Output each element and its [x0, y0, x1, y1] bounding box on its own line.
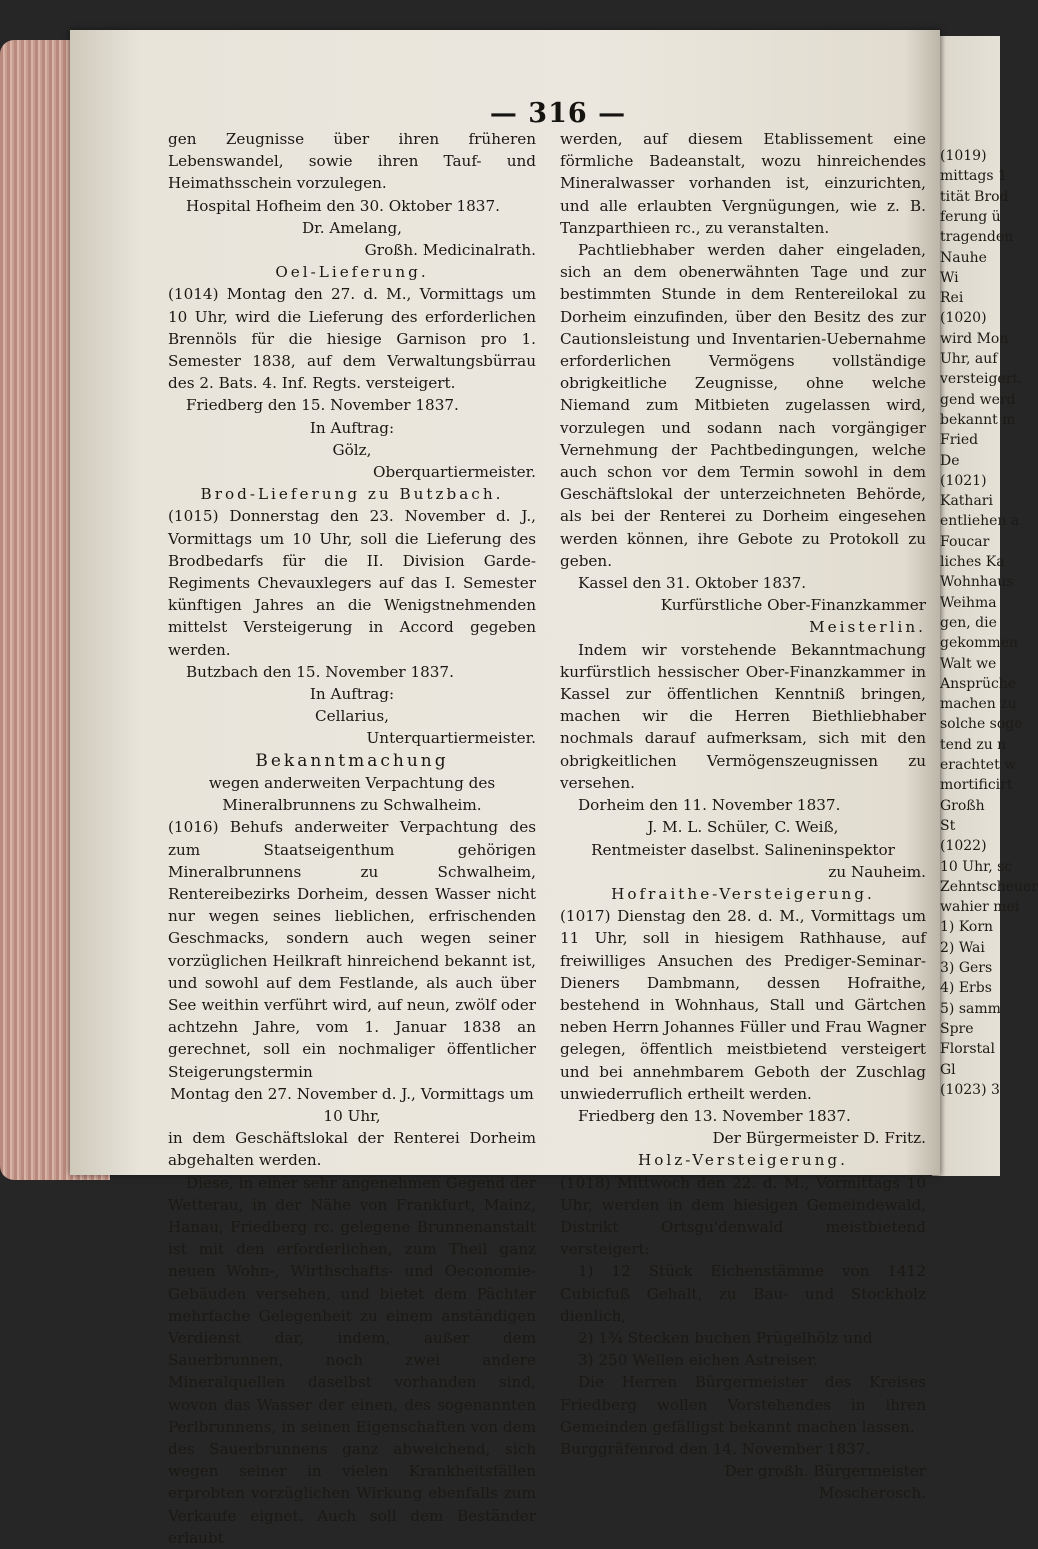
left-column-paragraph: (1015) Donnerstag den 23. November d. J., Vormittags um 10 Uhr, soll die Lieferung des Brodbedarfs für die II. Division Garde-Regiments Chevauxlegers auf das I. Semester künftigen Jahres an die Wenigstnehmenden mittelst Versteigerung in Accord gegeben werden. [168, 507, 536, 659]
left-column-paragraph: wegen anderweiten Verpachtung des Mineralbrunnens zu Schwalheim. [208, 773, 496, 815]
next-page-line: ferung ü [940, 208, 1001, 225]
left-column-paragraph: Bekanntmachung [255, 750, 449, 771]
next-page-line: erachtet w [940, 757, 1017, 773]
right-column-paragraph: Die Herren Bürgermeister des Kreises Friedberg wollen Vorstehendes in ihren Gemeinden gefälligst bekannt machen lassen. [560, 1373, 926, 1436]
right-column-paragraph: Hofraithe-Versteigerung. [611, 884, 875, 903]
left-column-paragraph: Unterquartiermeister. [366, 729, 536, 748]
next-page-line: tend zu n [940, 736, 1007, 753]
next-page-line: (1019) [940, 148, 987, 164]
next-page-line: 5) samm [940, 1000, 1001, 1017]
right-column-paragraph: Der großh. Bürgermeister [724, 1462, 926, 1481]
next-page-line: Wohnhaus [940, 574, 1014, 591]
left-column-paragraph: Dr. Amelang, [301, 218, 403, 237]
left-column-paragraph: Hospital Hofheim den 30. Oktober 1837. [186, 196, 500, 215]
next-page-line: Florstal [940, 1041, 995, 1058]
next-page-line: Weihma [940, 594, 997, 611]
right-column-paragraph: zu Nauheim. [828, 862, 926, 881]
left-column-paragraph: gen Zeugnisse über ihren früheren Lebenswandel, sowie ihren Tauf- und Heimathsschein vorzulegen. [168, 130, 536, 193]
next-page-line: tität Brod [940, 188, 1009, 205]
left-column-paragraph: Cellarius, [315, 707, 389, 726]
next-page-line: 1) Korn [940, 919, 994, 936]
right-column-paragraph: werden, auf diesem Etablissement eine förmliche Badeanstalt, wozu hinreichendes Mineralwasser vorhanden ist, einzurichten, und alle erlaubten Vergnügungen, wie z. B. Tanzparthieen rc., zu veranstalten. [560, 130, 926, 237]
next-page-line: gend werd [940, 391, 1016, 408]
next-page-line: Ansprüche [940, 675, 1017, 692]
next-page-line: Wi [940, 269, 959, 286]
right-column [560, 128, 926, 1505]
left-column [168, 128, 536, 1549]
next-page-line: De [940, 452, 960, 469]
next-page-line: solche soge [940, 716, 1023, 733]
right-column-paragraph: Holz-Versteigerung. [638, 1151, 848, 1170]
left-column-paragraph: Oberquartiermeister. [373, 463, 536, 482]
next-page-line: Zehntscheuer [940, 878, 1038, 895]
next-page-line: St [940, 817, 956, 834]
left-column-paragraph: (1014) Montag den 27. d. M., Vormittags um 10 Uhr, wird die Lieferung des erforderlichen Brennöls für die hiesige Garnison pro 1. Semester 1838, auf dem Verwaltungsbürrau des 2. Bats. 4. Inf. Regts. versteigert. [168, 285, 536, 393]
left-column-paragraph: Butzbach den 15. November 1837. [186, 662, 454, 681]
left-column-paragraph: Brod-Lieferung zu Butzbach. [200, 485, 504, 504]
next-page-line: gen, die [940, 614, 997, 631]
next-page-line: Uhr, auf [940, 351, 998, 367]
right-column-paragraph: Burggräfenrod den 14. November 1837. [560, 1439, 871, 1458]
next-page-line: Fried [940, 432, 979, 449]
next-page-line: versteigert. [940, 371, 1023, 388]
next-page-line: Großh [940, 797, 985, 814]
next-page-line: bekannt m [940, 411, 1016, 428]
right-column-paragraph: Dorheim den 11. November 1837. [578, 796, 841, 815]
right-column-paragraph: 1) 12 Stück Eichenstämme von 1412 Cubicfuß Gehalt, zu Bau- und Stockholz dienlich, [560, 1262, 926, 1325]
right-column-paragraph: Indem wir vorstehende Bekanntmachung kurfürstlich hessischer Ober-Finanzkammer in Kassel zur öffentlichen Kenntniß bringen, machen wir die Herren Biethliebhaber nochmals darauf aufmerksam, sich mit den obrigkeitlichen Vermögenszeugnissen zu versehen. [560, 640, 926, 792]
left-column-paragraph: Friedberg den 15. November 1837. [186, 396, 459, 415]
right-column-paragraph: Kurfürstliche Ober-Finanzkammer [660, 596, 926, 615]
next-page-line: 4) Erbs [940, 980, 992, 997]
left-column-paragraph: Gölz, [332, 440, 372, 459]
next-page-line: (1021) [940, 472, 987, 489]
next-page-line: Gl [940, 1061, 956, 1078]
next-page-line: gekommen [940, 635, 1019, 652]
next-page-line: (1022) [940, 838, 987, 855]
next-page-line: mittags 1 [940, 168, 1007, 185]
next-page-line: 10 Uhr, sc [940, 858, 1013, 875]
left-column-paragraph: Großh. Medicinalrath. [364, 241, 536, 260]
left-column-paragraph: (1016) Behufs anderweiter Verpachtung des zum Staatseigenthum gehörigen Mineralbrunnens zu Schwalheim, Rentereibezirks Dorheim, dessen Wasser nicht nur wegen seines lieblichen, erfrischenden Geschmacks, sondern auch wegen seiner vorzüglichen Heilkraft hinreichend bekannt ist, und sowohl auf dem Festlande, als auch über See weithin verführt wird, auf neun, zwölf oder achtzehn Jahre, vom 1. Januar 1838 an gerechnet, soll ein nochmaliger öffentlicher Steigerungstermin [168, 818, 536, 1081]
right-column-paragraph: Moscherosch. [818, 1484, 926, 1503]
right-column-paragraph: Meisterlin. [809, 618, 926, 637]
right-column-paragraph: Kassel den 31. Oktober 1837. [578, 574, 807, 593]
right-column-paragraph: (1018) Mittwoch den 22. d. M., Vormittags 10 Uhr, werden in dem hiesigen Gemeindewald, Distrikt Ortsgu'denwald meistbietend versteigert: [560, 1173, 926, 1259]
adjacent-page-fragment [932, 36, 1038, 1176]
next-page-line: Rei [940, 290, 964, 307]
next-page-line: wahier mei [940, 899, 1020, 916]
right-column-paragraph: Pachtliebhaber werden daher eingeladen, sich an dem obenerwähnten Tage und zur bestimmten Stunde in dem Rentereilokal zu Dorheim einzufinden, über den Besitz des zur Cautionsleistung und Inventarien-Uebernahme erforderlichen Vermögens vollständige obrigkeitliche Zeugnisse, ohne welche Niemand zum Mitbieten zugelassen wird, vorzulegen und sodann nach vorgängiger Vernehmung der Pachtbedingungen, welche auch schon vor dem Termin sowohl in dem Geschäftslokal der unterzeichneten Behörde, als bei der Renterei zu Dorheim eingesehen werden können, ihre Gebote zu Protokoll zu geben. [560, 241, 926, 570]
next-page-line: (1023) 3 [940, 1081, 1000, 1098]
right-column-paragraph: Friedberg den 13. November 1837. [578, 1106, 851, 1125]
left-column-paragraph: in dem Geschäftslokal der Renterei Dorheim abgehalten werden. [168, 1129, 536, 1170]
left-column-paragraph: In Auftrag: [309, 685, 395, 704]
next-page-line: (1020) [940, 310, 987, 327]
next-page-line: machen zu [940, 696, 1017, 713]
next-page-line: Spre [940, 1020, 974, 1037]
next-page-line: 2) Wai [940, 939, 985, 956]
right-column-paragraph: 2) 1¾ Stecken buchen Prügelhölz und [578, 1328, 873, 1347]
left-column-paragraph: Montag den 27. November d. J., Vormittags um 10 Uhr, [170, 1084, 534, 1125]
next-page-line: Nauhe [940, 249, 987, 266]
next-page-line: mortificirt [940, 777, 1013, 794]
right-column-paragraph: (1017) Dienstag den 28. d. M., Vormittags um 11 Uhr, soll in hiesigem Rathhause, auf freiwilliges Ansuchen des Prediger-Seminar-Dieners Dambmann, dessen Hofraithe, bestehend in Wohnhaus, Stall und Gärtchen neben Herrn Johannes Füller und Frau Wagner gelegen, öffentlich meistbietend versteigert und bei annehmbarem Geboth der Zuschlag unwiederruflich ertheilt werden. [560, 907, 926, 1103]
next-page-line: wird Mon [940, 330, 1009, 347]
left-column-paragraph: Diese, in einer sehr angenehmen Gegend der Wetterau, in der Nähe von Frankfurt, Mainz, Hanau, Friedberg rc. gelegene Brunnenanstalt ist mit den erforderlichen, zum Theil ganz neuen Wohn-, Wirthschafts- und Oeconomie-Gebäuden versehen, und bietet dem Pächter mehrfache Gelegenheit zu einem anständigen Verdienst dar, indem, außer dem Sauerbrunnen, noch zwei andere Mineralquellen daselbst vorhanden sind, wovon das Wasser der einen, des sogenannten Perlbrunnens, in seinen Eigenschaften von dem des Sauerbrunnens ganz abweichend, sich wegen seiner in vielen Krankheitsfällen erprobten vorzüglichen Wirkung ebenfalls zum Verkaufe eignet. Auch soll dem Beständer erlaubt [168, 1173, 537, 1547]
right-column-paragraph: Der Bürgermeister D. Fritz. [712, 1129, 926, 1148]
left-column-paragraph: In Auftrag: [309, 418, 395, 437]
right-column-paragraph: Rentmeister daselbst. Salineninspektor [591, 840, 895, 859]
next-page-line: Walt we [940, 655, 997, 672]
next-page-line: Kathari [940, 493, 993, 510]
page-number: — 316 — [489, 98, 627, 129]
next-page-line: liches Ka [940, 554, 1005, 570]
left-column-paragraph: Oel-Lieferung. [275, 263, 429, 282]
right-column-paragraph: 3) 250 Wellen eichen Astreiser. [578, 1351, 818, 1370]
next-page-line: 3) Gers [940, 960, 993, 976]
next-page-line: Foucar [940, 533, 990, 550]
right-column-paragraph: J. M. L. Schüler, C. Weiß, [647, 818, 839, 837]
next-page-line: entliehen a [940, 513, 1020, 530]
next-page-line: tragenden [940, 229, 1014, 246]
